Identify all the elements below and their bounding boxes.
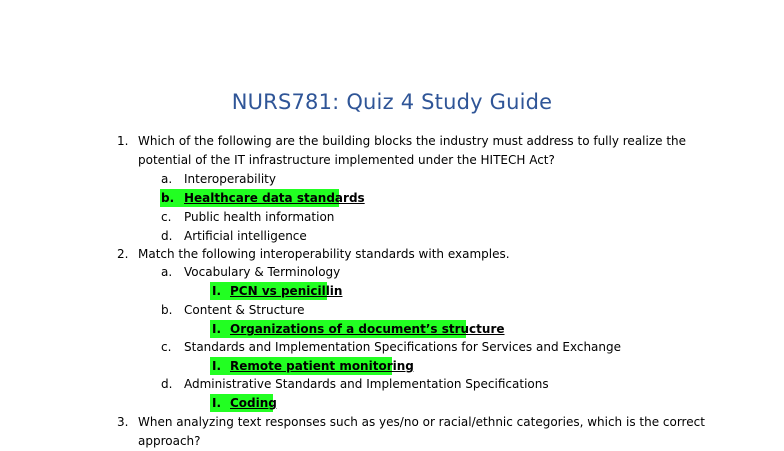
pair-letter: d.: [161, 377, 173, 391]
option-text: Public health information: [184, 210, 335, 224]
answer-roman: I.: [212, 284, 222, 298]
pair-letter: a.: [161, 265, 173, 279]
question-text: approach?: [138, 434, 201, 448]
question-text: Match the following interoperability standards with examples.: [138, 247, 510, 261]
option-letter: b.: [161, 191, 175, 205]
answer-text: Remote patient monitoring: [230, 359, 414, 373]
option-letter: c.: [161, 210, 172, 224]
question-number: 1.: [117, 134, 129, 148]
answer-roman: I.: [212, 396, 222, 410]
question-number: 3.: [117, 415, 129, 429]
pair-text: Standards and Implementation Specifications for Services and Exchange: [184, 340, 622, 354]
question-text: potential of the IT infrastructure implemented under the HITECH Act?: [138, 153, 555, 167]
pair-text: Vocabulary & Terminology: [184, 265, 341, 279]
answer-roman: I.: [212, 359, 222, 373]
answer-text: PCN vs penicillin: [230, 284, 343, 298]
question-text: When analyzing text responses such as yes/no or racial/ethnic categories, which is the correct: [138, 415, 705, 429]
option-text: Healthcare data standards: [184, 191, 365, 205]
answer-text: Coding: [230, 396, 277, 410]
option-letter: a.: [161, 172, 173, 186]
document-title: NURS781: Quiz 4 Study Guide: [231, 90, 553, 114]
answer-text: Organizations of a document’s structure: [230, 322, 505, 336]
question-text: Which of the following are the building blocks the industry must address to fully realize the: [138, 134, 687, 148]
question-number: 2.: [117, 247, 129, 261]
pair-text: Content & Structure: [184, 303, 305, 317]
option-text: Artificial intelligence: [184, 229, 307, 243]
option-text: Interoperability: [184, 172, 276, 186]
pair-letter: c.: [161, 340, 172, 354]
pair-letter: b.: [161, 303, 173, 317]
answer-roman: I.: [212, 322, 222, 336]
pair-text: Administrative Standards and Implementation Specifications: [184, 377, 549, 391]
option-letter: d.: [161, 229, 173, 243]
